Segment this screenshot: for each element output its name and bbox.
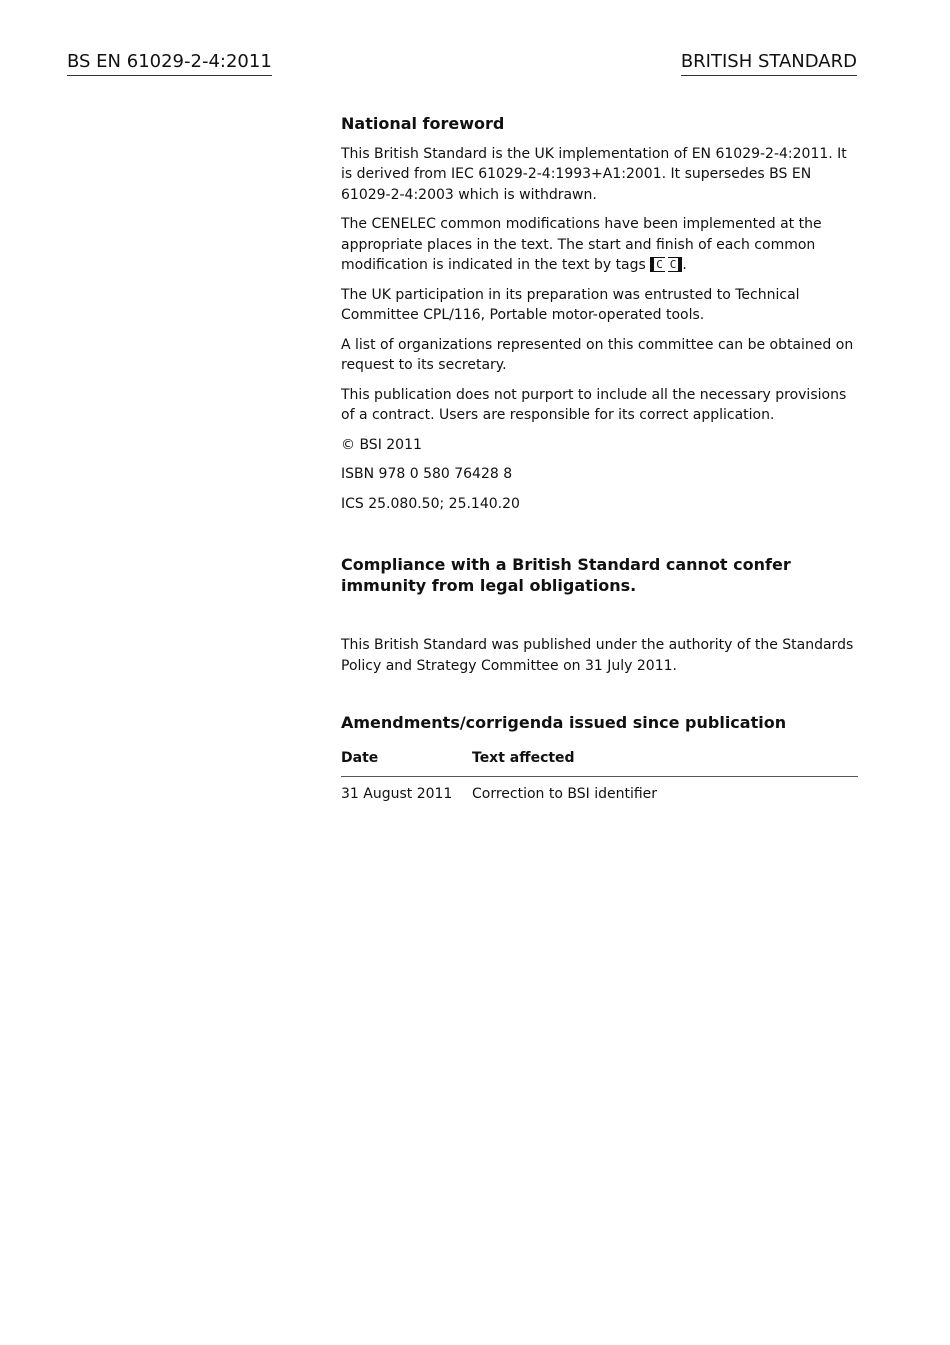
column-header-text-affected: Text affected [472,748,858,777]
national-foreword-section [341,114,858,805]
modifications-text: The CENELEC common modifications have been implemented at the appropriate places in the text. The start and finish of each common modification is indicated in the text by tags [341,216,822,273]
column-header-date: Date [341,748,472,777]
common-modification-end-tag-icon: C [668,257,683,272]
foreword-paragraph-organizations: A list of organizations represented on this committee can be obtained on request to its secretary. [341,336,854,373]
isbn-line: ISBN 978 0 580 76428 8 [341,466,513,482]
amendment-text-cell: Correction to BSI identifier [472,786,658,802]
copyright-line: © BSI 2011 [341,436,422,453]
table-row [341,777,858,805]
foreword-title: National foreword [341,114,505,133]
amendment-date-cell: 31 August 2011 [341,786,453,802]
modifications-text-end: . [682,257,687,273]
common-modification-start-tag-icon: C [650,257,665,272]
compliance-statement: Compliance with a British Standard cannot confer immunity from legal obligations. [341,555,791,595]
ics-line: ICS 25.080.50; 25.140.20 [341,495,520,512]
amendments-header-row [341,748,858,777]
amendments-table [341,748,858,805]
foreword-paragraph-modifications [341,214,858,276]
foreword-paragraph-implementation: This British Standard is the UK implementation of EN 61029-2-4:2011. It is derived from IEC 61029-2-4:1993+A1:2001. It supersedes BS EN 61029-2-4:2003 which is withdrawn. [341,145,847,203]
foreword-paragraph-committee: The UK participation in its preparation was entrusted to Technical Committee CPL/116, Portable motor-operated tools. [341,286,800,323]
foreword-paragraph-provisions: This publication does not purport to include all the necessary provisions of a contract. Users are responsible for its correct application. [341,386,847,423]
document-identifier: BS EN 61029-2-4:2011 [67,50,272,76]
publication-authority-statement: This British Standard was published under the authority of the Standards Policy and Strategy Committee on 31 July 2011. [341,637,854,674]
amendments-title: Amendments/corrigenda issued since publication [341,713,787,732]
standard-type-label: BRITISH STANDARD [681,50,857,76]
